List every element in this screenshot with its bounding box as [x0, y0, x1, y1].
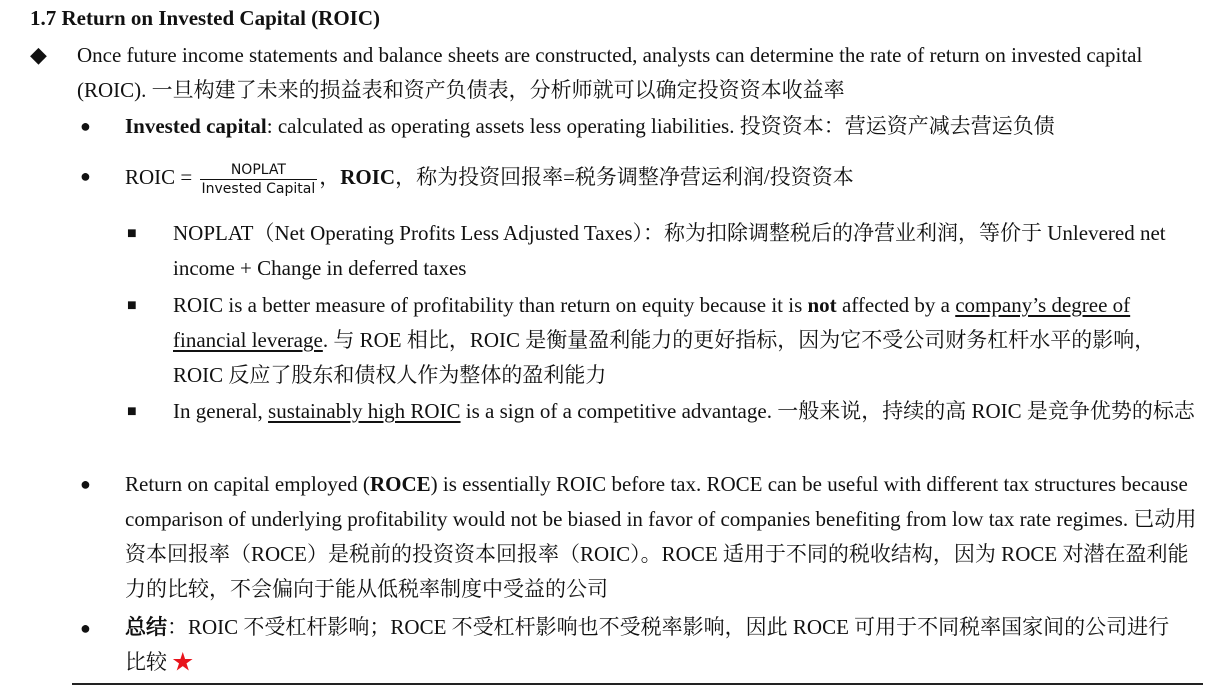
- bullet-roic-intro-text: Once future income statements and balance sheets are constructed, analysts can determine the rate of return on invested capital (ROIC). 一旦构建了未来的损益表和资产负债表，分析师就可以确定投资资本收益率: [77, 43, 1143, 102]
- dot-bullet-icon: ●: [80, 474, 91, 494]
- dot-bullet-icon: ●: [80, 618, 91, 638]
- sustainable-roic-text-2: is a sign of a competitive advantage. 一般来说，持续的高 ROIC 是竞争优势的标志: [460, 399, 1195, 423]
- star-icon: ★: [172, 650, 194, 674]
- bullet-summary: [125, 610, 1185, 680]
- square-bullet-icon: ■: [127, 403, 137, 420]
- formula-lhs: ROIC =: [125, 165, 198, 189]
- bullet-roic-formula: [125, 155, 1215, 199]
- sub-bullet-noplat: [173, 216, 1203, 286]
- roce-term: ROCE: [369, 472, 431, 496]
- roic-term: ROIC: [340, 165, 396, 189]
- bullet-roic-intro: [77, 38, 1172, 108]
- not-emphasis: not: [807, 293, 837, 317]
- roce-text-2: ) is essentially ROIC before tax. ROCE can be useful with different tax structures because comparison of underlying profitability would not be biased in favor of companies benefiting from low tax rate regimes. 已动用资本回报率（ROCE）是税前的投资资本回报率（ROIC）。ROCE 适用于不同的税收结构，因为 ROCE 对潜在盈利能力的比较，不会偏向于能从低税率制度中受益的公司: [125, 472, 1197, 601]
- dot-bullet-icon: ●: [80, 116, 91, 136]
- dot-bullet-icon: ●: [80, 166, 91, 186]
- summary-label: 总结: [125, 615, 167, 639]
- roic-formula-description: ，称为投资回报率=税务调整净营运利润/投资资本: [395, 165, 854, 189]
- formula-denominator: Invested Capital: [201, 180, 316, 197]
- square-bullet-icon: ■: [127, 225, 137, 242]
- bullet-roce: [125, 467, 1203, 607]
- sustainably-high-roic-phrase: sustainably high ROIC: [268, 399, 461, 423]
- sub-bullet-sustainable-roic: [173, 394, 1203, 429]
- section-title: 1.7 Return on Invested Capital (ROIC): [30, 6, 381, 30]
- formula-fraction: [200, 161, 318, 198]
- noplat-definition: NOPLAT（Net Operating Profits Less Adjusted Taxes）：称为扣除调整税后的净营业利润，等价于 Unlevered net income + Change in deferred taxes: [173, 221, 1166, 280]
- sub-bullet-roic-vs-roe: [173, 288, 1203, 393]
- invested-capital-term: Invested capital: [125, 114, 267, 138]
- roic-vs-roe-text-1: ROIC is a better measure of profitability than return on equity because it is: [173, 293, 808, 317]
- summary-text: ：ROIC 不受杠杆影响；ROCE 不受杠杆影响也不受税率影响，因此 ROCE 可用于不同税率国家间的公司进行比较: [125, 615, 1170, 674]
- financial-leverage-phrase: company’s degree of financial leverage: [173, 293, 1131, 352]
- formula-separator: ，: [319, 165, 341, 189]
- roce-text-1: Return on capital employed (: [125, 472, 370, 496]
- bottom-divider: [72, 683, 1203, 685]
- sustainable-roic-text-1: In general,: [173, 399, 269, 423]
- roic-vs-roe-text-3: . 与 ROE 相比，ROIC 是衡量盈利能力的更好指标，因为它不受公司财务杠杆水平的影响，ROIC 反应了股东和债权人作为整体的盈利能力: [173, 328, 1156, 387]
- roic-vs-roe-text-2: affected by a: [836, 293, 956, 317]
- diamond-bullet-icon: ◆: [30, 42, 47, 67]
- square-bullet-icon: ■: [127, 297, 137, 314]
- bullet-invested-capital: [125, 109, 1215, 144]
- invested-capital-definition: : calculated as operating assets less operating liabilities. 投资资本：营运资产减去营运负债: [266, 114, 1055, 138]
- formula-numerator: NOPLAT: [200, 161, 318, 180]
